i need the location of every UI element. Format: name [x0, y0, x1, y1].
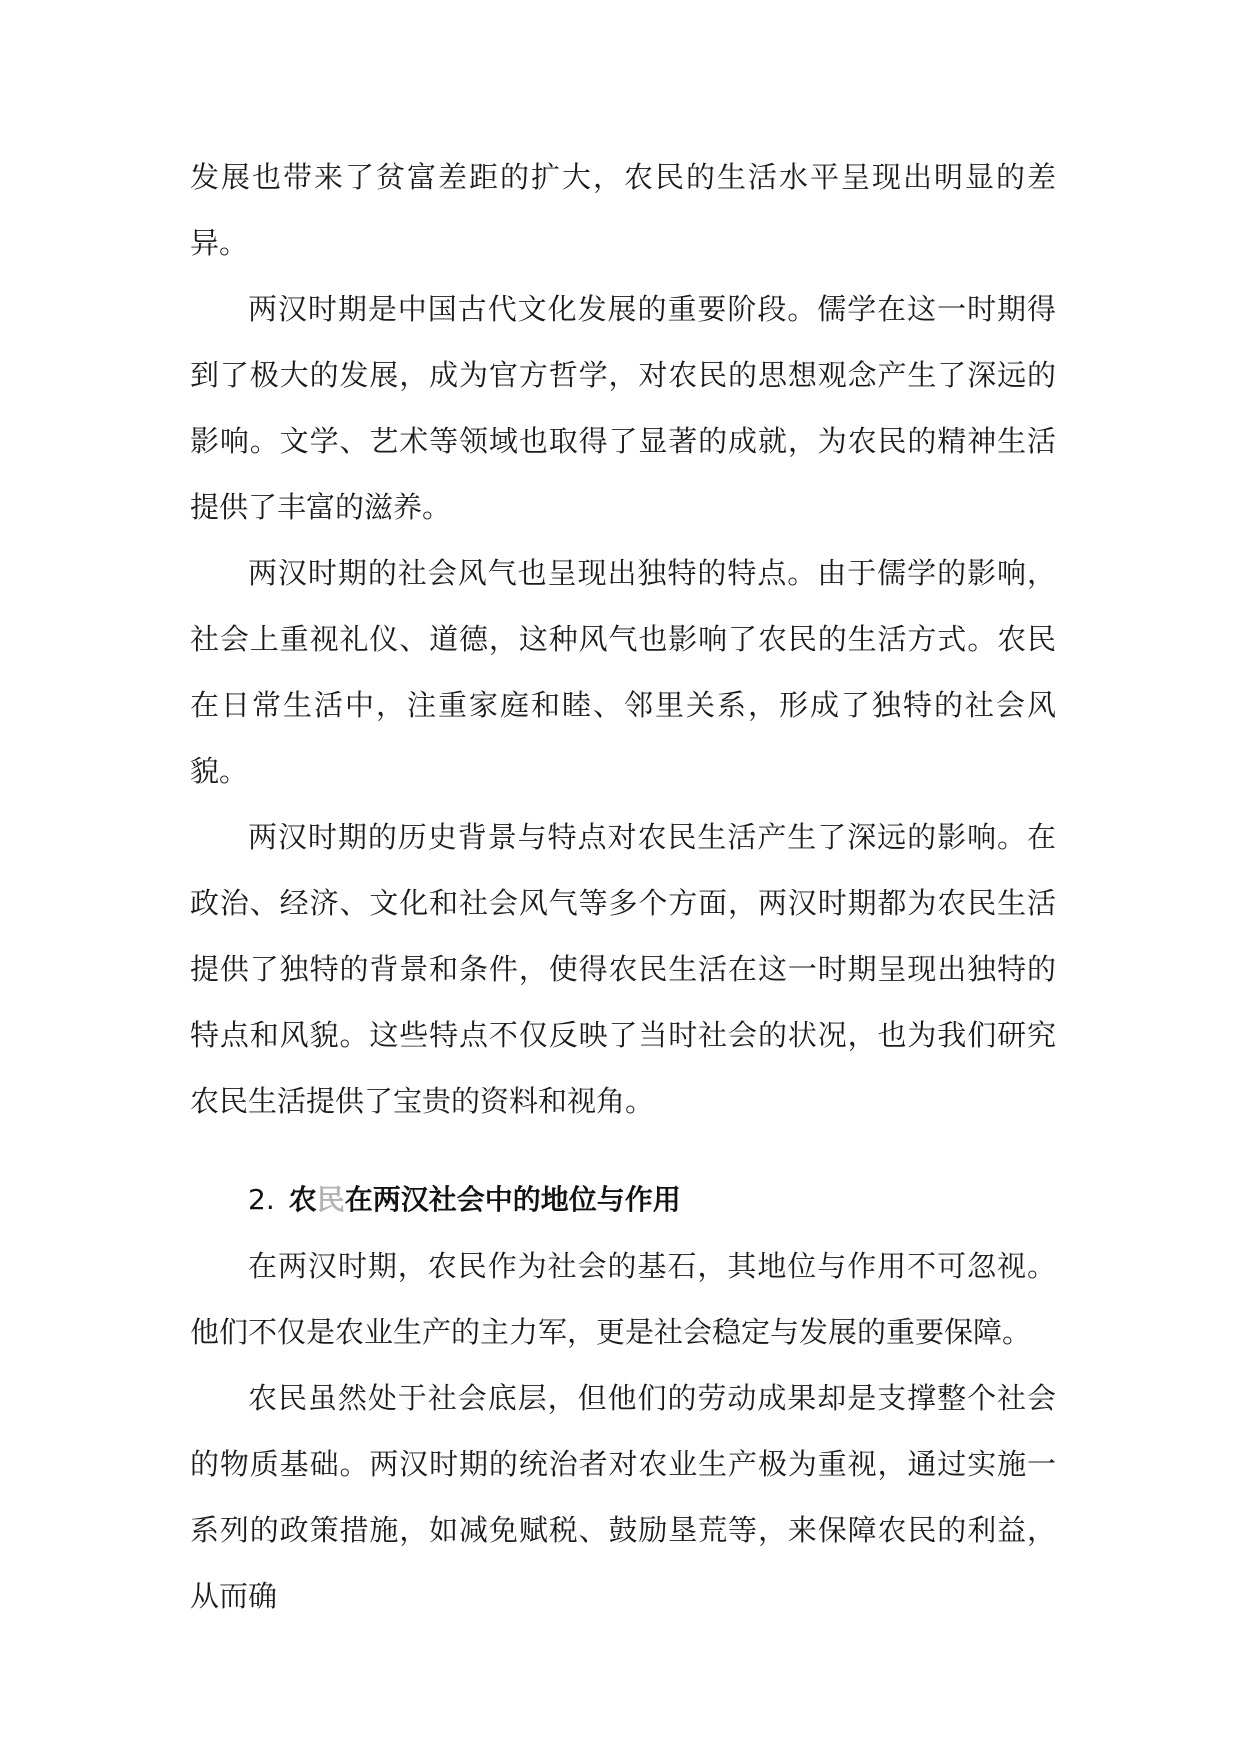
section-heading [190, 1167, 1056, 1233]
section-title-part3: 在两汉社会中的地位与作用 [344, 1183, 681, 1216]
paragraph-summary: 两汉时期的历史背景与特点对农民生活产生了深远的影响。在政治、经济、文化和社会风气等多个方面，两汉时期都为农民生活提供了独特的背景和条件，使得农民生活在这一时期呈现出独特的特点和风貌。这些特点不仅反映了当时社会的状况，也为我们研究农民生活提供了宝贵的资料和视角。 [190, 820, 1056, 1118]
paragraph-farmer-foundation: 农民虽然处于社会底层，但他们的劳动成果却是支撑整个社会的物质基础。两汉时期的统治者对农业生产极为重视，通过实施一系列的政策措施，如减免赋税、鼓励垦荒等，来保障农民的利益，从而确 [190, 1381, 1056, 1613]
paragraph-social-customs: 两汉时期的社会风气也呈现出独特的特点。由于儒学的影响，社会上重视礼仪、道德，这种风气也影响了农民的生活方式。农民在日常生活中，注重家庭和睦、邻里关系，形成了独特的社会风貌。 [190, 556, 1056, 788]
document-body [190, 144, 1056, 1629]
section-title-part2: 民 [316, 1183, 345, 1216]
paragraph-culture: 两汉时期是中国古代文化发展的重要阶段。儒学在这一时期得到了极大的发展，成为官方哲学，对农民的思想观念产生了深远的影响。文学、艺术等领域也取得了显著的成就，为农民的精神生活提供了丰富的滋养。 [190, 292, 1056, 524]
section-number: 2. [248, 1183, 275, 1216]
paragraph-farmer-role: 在两汉时期，农民作为社会的基石，其地位与作用不可忽视。他们不仅是农业生产的主力军，更是社会稳定与发展的重要保障。 [190, 1249, 1056, 1349]
paragraph-continuation: 发展也带来了贫富差距的扩大，农民的生活水平呈现出明显的差异。 [190, 160, 1056, 260]
section-title-part1: 农 [288, 1183, 317, 1216]
